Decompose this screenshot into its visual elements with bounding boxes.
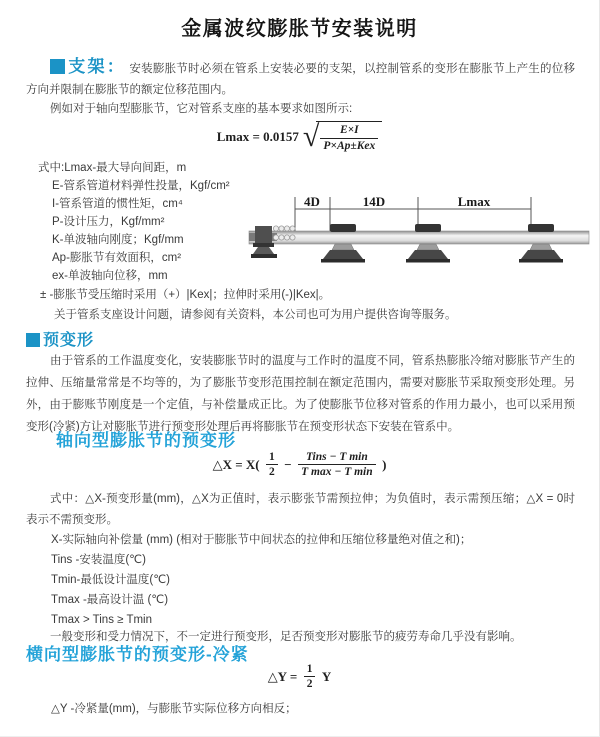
lateral-note: △Y -冷紧量(mm)，与膨胀节实际位移方向相反； (51, 703, 297, 715)
axial-explain: 式中：△X-预变形量(mm)，△X为正值时，表示膨张节需预拉伸；为负值时，表示需预压缩；△X = 0时表示不需预变形。 (26, 493, 575, 526)
half-numerator: 1 (266, 450, 278, 465)
support-intro-text: 安装膨胀节时必须在管系上安装必要的支架，以控制管系的变形在膨胀节上产生的位移方向并限制在膨胀节的额定位移范围内。 (26, 63, 576, 96)
definition-line: E-管系管道材料弹性投量，Kgf/cm² (52, 180, 230, 192)
definition-line: Ap-膨胀节有效面积，cm² (52, 252, 182, 264)
axial-formula-half (266, 450, 278, 480)
dim-label-14d: 14D (362, 194, 386, 209)
definition-line: ex-单波轴向位移，mm (52, 270, 168, 282)
variable-line: Tmax > Tins ≥ Tmin (51, 614, 152, 626)
lateral-formula-rhs: Y (321, 668, 332, 684)
axial-variable-list (26, 530, 471, 630)
definition-line: P-设计压力，Kgf/mm² (52, 216, 165, 228)
dim-label-lmax: Lmax (457, 194, 491, 209)
axial-formula-rhs: ) (382, 456, 387, 472)
lmax-formula-numerator: E×I (320, 123, 378, 138)
dim-label-4d: 4D (304, 194, 320, 209)
support-example-line: 例如对于轴向型膨胀节，它对管系支座的基本要求如图所示: (50, 103, 353, 115)
lmax-formula-denominator: P×Ap±Kex (323, 139, 376, 152)
lmax-formula-lhs: Lmax = 0.0157 (216, 129, 299, 144)
variable-line: Tmin-最低设计温度(℃) (51, 574, 170, 586)
definition-line: ± -膨胀节受压缩时采用（+）|Kex|；拉伸时采用(-)|Kex|。 (40, 289, 331, 301)
axial-heading: 轴向型膨胀节的预变形 (56, 431, 236, 450)
definition-line: 式中:Lmax-最大导向间距，m (38, 162, 187, 174)
page-title: 金属波纹膨胀节安装说明 (181, 18, 418, 40)
predeform-heading-label: 预变形 (43, 332, 95, 349)
definition-line: 关于管系支座设计问题，请参阅有关资料，本公司也可为用户提供咨询等服务。 (54, 309, 457, 321)
sqrt-symbol: √ (302, 120, 320, 153)
section-marker-square (50, 59, 65, 74)
lateral-formula-half (304, 662, 316, 692)
axial-formula-temp-fraction (298, 450, 376, 480)
axial-closing: 一般变形和受力情况下，不一定进行预变形，足否预变形对膨胀节的疲劳寿命几乎没有影响。 (50, 631, 522, 643)
predeform-paragraph: 由于管系的工作温度变化，安装膨胀节时的温度与工作时的温度不同，管系热膨胀冷缩对膨胀节产生的拉伸、压缩量常常是不均等的，为了膨胀节变形范围控制在额定范围内，需要对膨胀节采取预变形处理。另外，由于膨账节刚度是一个定值，与补偿量成正比。为了使膨胀节位移对管系的作用力最小，也可以采用预变形(冷紧)方让对膨胀节进行预变形处理后再将膨胀节在预变形状态下安装在管系中。 (26, 355, 575, 433)
half-denominator: 2 (269, 466, 275, 479)
lateral-heading: 横向型膨胀节的预变形-冷紧 (26, 645, 249, 664)
lateral-formula (0, 662, 599, 692)
section-predeform-heading (26, 327, 94, 350)
section-support-heading: 支架： (68, 57, 126, 76)
pipe (249, 231, 589, 244)
pipe-support-diagram (243, 193, 595, 288)
half-numerator: 1 (304, 662, 316, 677)
support-paragraph (26, 56, 575, 101)
variable-line: Tins -安装温度(℃) (51, 554, 146, 566)
axial-formula-lhs: △X = X( (212, 456, 260, 472)
section-marker-square (26, 333, 40, 347)
definition-line: K-单波轴向刚度；Kgf/mm (52, 234, 184, 246)
temp-numerator: Tins − T min (298, 450, 376, 465)
half-denominator: 2 (306, 678, 313, 691)
axial-formula-minus: − (284, 456, 292, 472)
variable-line: X-实际轴向补偿量 (mm) (相对于膨胀节中间状态的拉伸和压缩位移量绝对值之和)； (51, 534, 472, 546)
lmax-formula (0, 120, 599, 154)
variable-line: Tmax -最高设计温 (℃) (51, 594, 169, 606)
axial-formula (0, 450, 599, 480)
definition-line: I-管系管道的惯性矩，cm⁴ (52, 198, 183, 210)
lateral-formula-lhs: △Y = (267, 668, 298, 684)
sqrt-radicand (316, 121, 382, 153)
temp-denominator: T max − T min (301, 466, 373, 479)
